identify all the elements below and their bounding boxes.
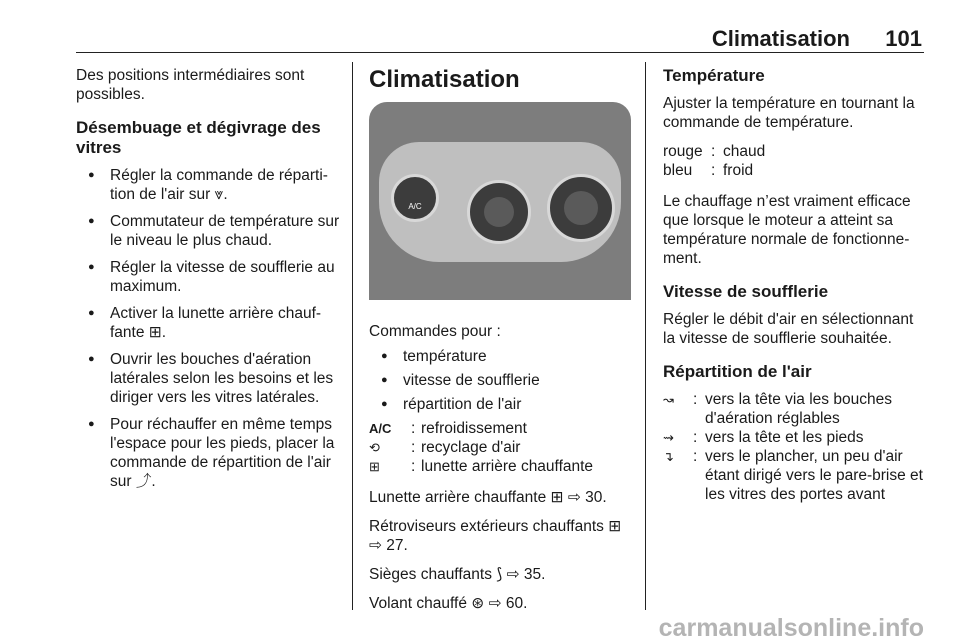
cross-ref-mirrors: Rétroviseurs extérieurs chauffants ⊞ ⇨ 27. (369, 518, 622, 554)
intro-text: Des positions intermédiaires sont possibles. (76, 67, 305, 103)
list-item: ● Commutateur de température sur le niveau le plus chaud. (76, 212, 344, 250)
climate-control-photo (369, 102, 631, 300)
recirculation-definition: recyclage d'air (421, 439, 521, 456)
section-heading-temperature: Température (663, 66, 765, 85)
list-item: ● Activer la lunette arrière chauf-fante ⊞. (76, 304, 344, 342)
commands-intro: Commandes pour : (369, 323, 501, 340)
list-item: ● vitesse de soufflerie (369, 371, 637, 390)
recirculation-icon: ⟲ (369, 440, 380, 455)
watermark: carmanualsonline.info (658, 614, 924, 642)
head-feet-icon: ⇝ (663, 430, 674, 445)
fan-text: Régler le débit d'air en sélectionnant la vitesse de soufflerie souhaitée. (663, 311, 914, 347)
temperature-definitions: rouge : chaud bleu : froid (663, 143, 766, 179)
ac-knob-illustration (391, 174, 439, 222)
ac-symbol: A/C (369, 421, 392, 436)
head-vent-icon: ↝ (663, 392, 674, 407)
list-item: ● Régler la commande de réparti-tion de l'air sur ⩔. (76, 166, 344, 204)
column-divider-1 (352, 62, 353, 610)
left-column (76, 66, 344, 499)
section-heading-defrost: Désembuage et dégivrage des vitres (76, 118, 321, 157)
ac-knob-label: A/C (408, 202, 422, 211)
section-heading-fan: Vitesse de soufflerie (663, 282, 829, 301)
floor-icon: ↴ (663, 449, 674, 464)
page-title: Climatisation (711, 26, 850, 51)
defrost-steps (76, 166, 344, 491)
air-distribution-definitions: ↝ : vers la tête via les bouches d'aération réglables ⇝ : vers la tête et les pieds ↴ : vers le plancher, un peu d'air étant dirigé vers le pare-brise et les vitres des portes avant (663, 391, 923, 503)
section-heading-air-distribution: Répartition de l'air (663, 362, 812, 381)
list-item: ● Pour réchauffer en même temps l'espace pour les pieds, placer la commande de répartition de l'air sur ⤴. (76, 415, 344, 491)
cross-ref-seats: Sièges chauffants ⟆ ⇨ 35. (369, 566, 546, 583)
rear-defrost-icon: ⊞ (369, 459, 380, 474)
list-item: ● Ouvrir les bouches d'aération latérales selon les besoins et les diriger vers les vitres latérales. (76, 350, 344, 407)
cross-ref-steering-wheel: Volant chauffé ⊛ ⇨ 60. (369, 595, 528, 612)
page-header (0, 0, 960, 56)
list-item: ● Régler la vitesse de soufflerie au maximum. (76, 258, 344, 296)
middle-column (369, 66, 637, 623)
section-heading-climatisation: Climatisation (369, 66, 520, 93)
temperature-text: Ajuster la température en tournant la commande de température. (663, 95, 915, 131)
column-divider-2 (645, 62, 646, 610)
ac-definition: refroidissement (421, 420, 527, 437)
cross-ref-rear-window: Lunette arrière chauffante ⊞ ⇨ 30. (369, 489, 607, 506)
fan-knob-illustration (467, 180, 531, 244)
page-number: 101 (885, 26, 922, 51)
right-column (663, 66, 927, 516)
rear-defrost-definition: lunette arrière chauffante (421, 458, 594, 475)
distribution-knob-illustration (547, 174, 615, 242)
commands-list (369, 347, 637, 414)
controls-definitions: A/C : refroidissement ⟲ : recyclage d'air ⊞ : lunette arrière chauffante (369, 419, 637, 476)
list-item: ● température (369, 347, 637, 366)
heater-note: Le chauffage n’est vraiment efficace que lorsque le moteur a atteint sa température normale de fonctionne-ment. (663, 193, 911, 267)
header-rule (76, 52, 924, 53)
list-item: ● répartition de l'air (369, 395, 637, 414)
